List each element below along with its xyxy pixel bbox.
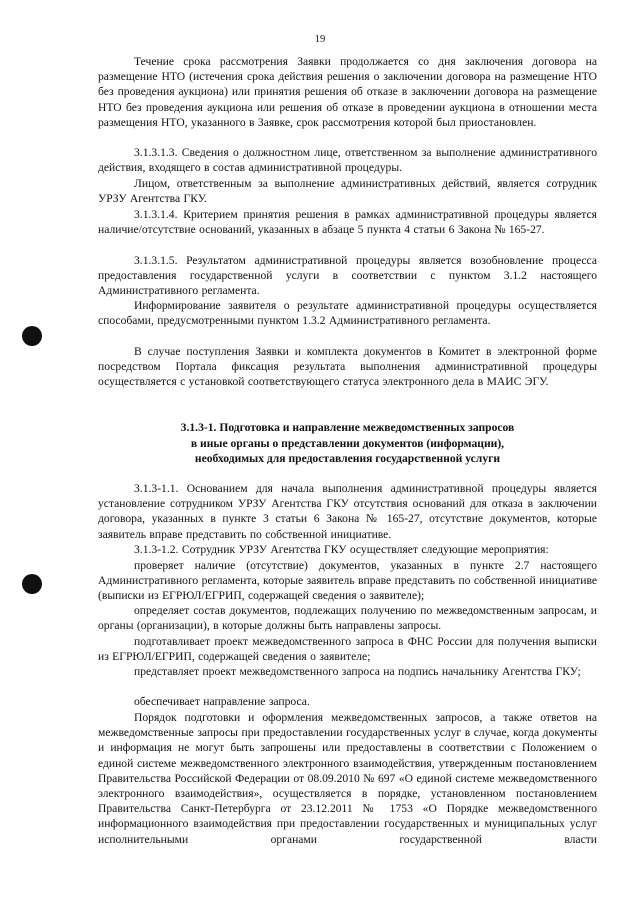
paragraph-3-1-3-1-1: 3.1.3-1.1. Основанием для начала выполнения административной процедуры является установление сотрудником УРЗУ Агентства ГКУ отсутствия оснований для отказа в заключении договора, указанных в пункте 3 статьи 6 Закона № 165-27, отсутствие документов, которые заявитель вправе представить по собственной инициативе. xyxy=(98,482,597,541)
punch-hole-icon xyxy=(22,326,42,346)
page-number: 19 xyxy=(314,34,326,45)
paragraph-informing: Информирование заявителя о результате административной процедуры осуществляется способами, предусмотренными пунктом 1.3.2 Административного регламента. xyxy=(98,299,597,328)
paragraph-3-1-3-1-3: 3.1.3.1.3. Сведения о должностном лице, ответственном за выполнение административного действия, входящего в состав административной процедуры. xyxy=(98,146,597,175)
paragraph-3-1-3-1-5: 3.1.3.1.5. Результатом административной процедуры является возобновление процесса предоставления государственной услуги в соответствии с пунктом 3.1.2 настоящего Административного регламента. xyxy=(98,254,597,298)
punch-hole-icon xyxy=(22,574,42,594)
paragraph-responsible-person: Лицом, ответственным за выполнение административных действий, является сотрудник УРЗУ Агентства ГКУ. xyxy=(98,177,597,206)
list-item-submit-for-signature: представляет проект межведомственного запроса на подпись начальнику Агентства ГКУ; xyxy=(134,665,581,678)
heading-line: в иные органы о представлении документов (информации), xyxy=(190,436,505,450)
section-heading-3-1-3-1 xyxy=(98,420,597,467)
heading-line: 3.1.3-1. Подготовка и направление межведомственных запросов xyxy=(180,421,515,434)
heading-line: необходимых для предоставления государственной услуги xyxy=(194,452,501,465)
paragraph-3-1-3-1-2: 3.1.3-1.2. Сотрудник УРЗУ Агентства ГКУ осуществляет следующие мероприятия: xyxy=(134,543,549,556)
paragraph-review-period: Течение срока рассмотрения Заявки продолжается со дня заключения договора на размещение НТО (истечения срока действия решения о заключении договора на размещение НТО без проведения аукциона) или принятия решения об отказе в заключении договора на размещение НТО без проведения аукциона или решения об отказе в проведении аукциона в отношении места размещения НТО, указанного в Заявке, срок рассмотрения которой был приостановлен. xyxy=(98,55,597,129)
paragraph-request-procedure: Порядок подготовки и оформления межведомственных запросов, а также ответов на межведомственные запросы при предоставлении государственных услуг в случае, когда документы и информация не могут быть запрошены или предоставлены в соответствии с Положением о единой системе межведомственного электронного взаимодействия, утвержденным постановлением Правительства Российской Федерации от 08.09.2010 № 697 «О единой системе межведомственного электронного взаимодействия», осуществляется в порядке, установленном постановлением Правительства Санкт-Петербурга от 23.12.2011 № 1753 «О Порядке межведомственного информационного взаимодействия при предоставлении государственных и муниципальных услуг исполнительными органами государственной власти xyxy=(98,711,597,846)
list-item-define-documents: определяет состав документов, подлежащих получению по межведомственным запросам, и органы (организации), в которые должны быть направлены запросы. xyxy=(98,604,597,633)
paragraph-3-1-3-1-4: 3.1.3.1.4. Критерием принятия решения в рамках административной процедуры является наличие/отсутствие оснований, указанных в абзаце 5 пункта 4 статьи 6 Закона № 165-27. xyxy=(98,208,597,237)
list-item-check-documents: проверяет наличие (отсутствие) документов, указанных в пункте 2.7 настоящего Административного регламента, которые заявитель вправе представить по собственной инициативе (выписки из ЕГРЮЛ/ЕГРИП, содержащей сведения о заявителе); xyxy=(98,559,597,603)
list-item-prepare-request: подготавливает проект межведомственного запроса в ФНС России для получения выписки из ЕГРЮЛ/ЕГРИП, содержащей сведения о заявителе; xyxy=(98,635,597,664)
paragraph-electronic-form: В случае поступления Заявки и комплекта документов в Комитет в электронной форме посредством Портала фиксация результата выполнения административной процедуры осуществляется с установкой соответствующего статуса электронного дела в МАИС ЭГУ. xyxy=(98,345,597,389)
list-item-send-request: обеспечивает направление запроса. xyxy=(134,695,310,708)
